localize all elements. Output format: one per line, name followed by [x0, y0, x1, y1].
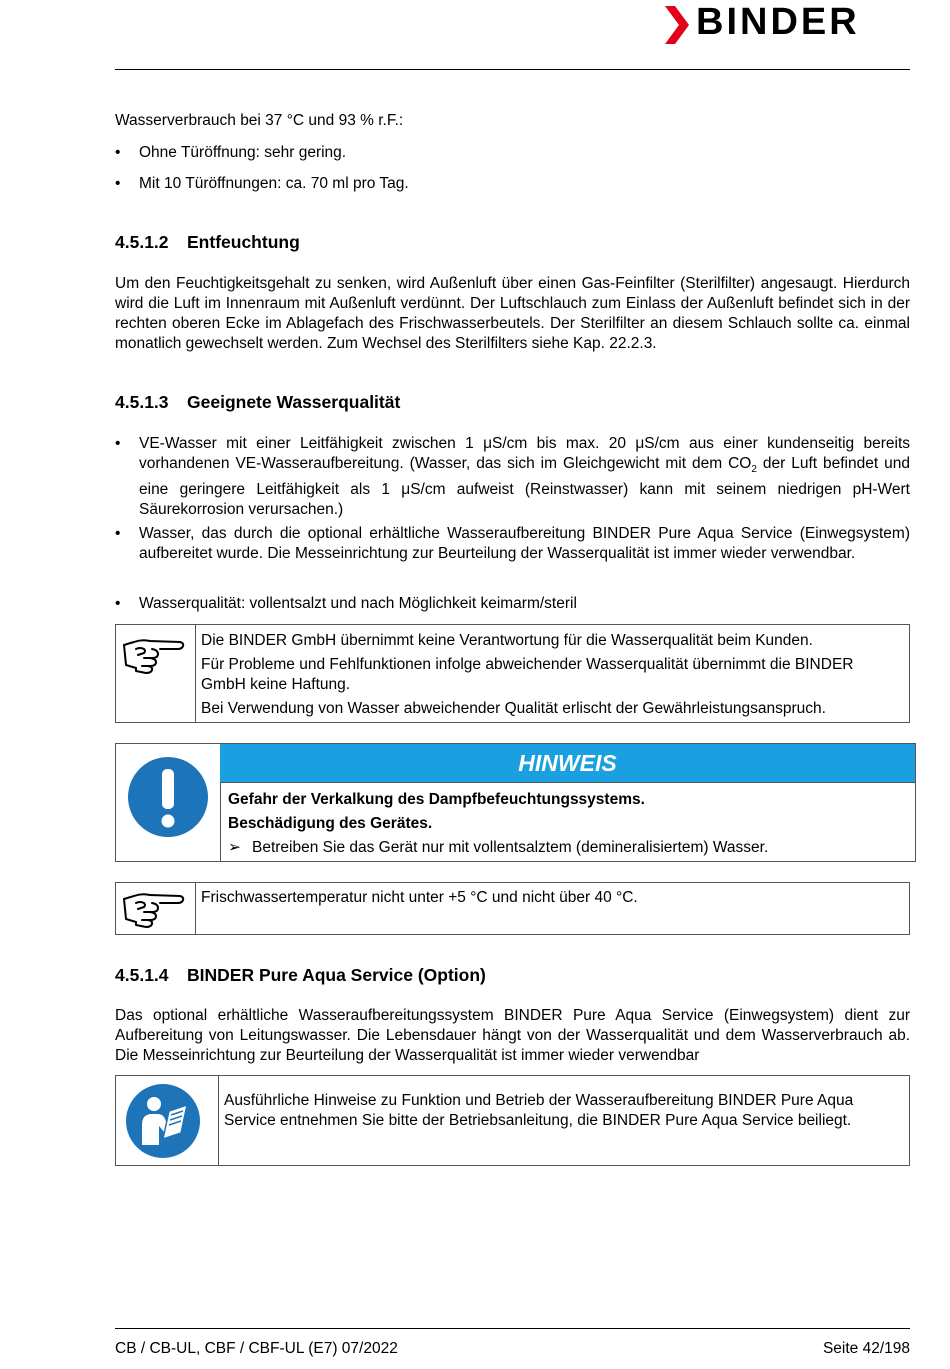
section-number: 4.5.1.3	[115, 392, 169, 412]
note-box	[115, 624, 910, 723]
section-heading	[115, 232, 300, 253]
intro-line: Wasserverbrauch bei 37 °C und 93 % r.F.:	[115, 112, 404, 129]
list-item	[115, 434, 910, 520]
notice-box	[115, 743, 916, 862]
footer-rule	[115, 1328, 910, 1329]
section-title: BINDER Pure Aqua Service (Option)	[187, 965, 486, 985]
section-heading	[115, 965, 486, 986]
note-text-cell	[195, 625, 909, 722]
notice-action	[228, 838, 907, 858]
footer-document-id: CB / CB-UL, CBF / CBF-UL (E7) 07/2022	[115, 1340, 398, 1357]
list-item	[115, 143, 910, 163]
section-number: 4.5.1.2	[115, 232, 169, 252]
notice-title: HINWEIS	[518, 750, 617, 776]
note-box	[115, 882, 910, 935]
note-text-cell	[195, 883, 909, 934]
logo-text: BINDER	[696, 1, 860, 43]
read-manual-icon	[125, 1083, 201, 1159]
bullet-dot: •	[115, 525, 121, 542]
list-item	[115, 524, 910, 564]
manual-text-cell	[218, 1076, 909, 1165]
subscript: 2	[751, 464, 757, 476]
section-body: Das optional erhältliche Wasseraufbereitungssystem BINDER Pure Aqua Service (Einwegsystem) dient zur Aufbereitung von Leitungswasser. Die Lebensdauer hängt von der Wasserqualität und dem Wasserverbrauch ab. Die Messeinrichtung zur Beurteilung der Wasserqualität ist immer wieder verwendbar	[115, 1007, 910, 1064]
pointing-hand-icon	[122, 889, 186, 929]
note-icon-cell	[116, 883, 196, 934]
notice-action-text: Betreiben Sie das Gerät nur mit vollentsalztem (demineralisiertem) Wasser.	[252, 839, 769, 856]
pointing-hand-icon	[122, 635, 186, 675]
note-paragraph: Für Probleme und Fehlfunktionen infolge abweichender Wasserqualität übernimmt die BINDER GmbH keine Haftung.	[201, 656, 854, 693]
note-icon-cell	[116, 625, 196, 722]
note-paragraph: Bei Verwendung von Wasser abweichender Qualität erlischt der Gewährleistungsanspruch.	[201, 700, 826, 717]
section-number: 4.5.1.4	[115, 965, 169, 985]
action-marker: ➢	[228, 839, 241, 856]
notice-hazard: Gefahr der Verkalkung des Dampfbefeuchtungssystems.	[228, 791, 645, 808]
list-item-text-part: der Luft befindet und eine geringere Leitfähigkeit als 1 μS/cm aufweist (Reinstwasser) kann mit seinem niedrigen pH-Wert Säurekorrosion verursachen.)	[139, 455, 910, 519]
binder-logo-icon	[665, 6, 691, 44]
list-item-text: Wasser, das durch die optional erhältliche Wasseraufbereitung BINDER Pure Aqua Service (Einwegsystem) aufbereitet wurde. Die Messeinrichtung zur Beurteilung der Wasserqualität ist immer wieder verwendbar.	[139, 525, 910, 562]
list-item-text-part: VE-Wasser mit einer Leitfähigkeit zwischen 1 μS/cm bis max. 20 μS/cm aus einer kundenseitig bereits vorhandenen VE-Wasseraufbereitung. (Wasser, das sich im Gleichgewicht mit dem CO	[139, 435, 910, 472]
notice-consequence: Beschädigung des Gerätes.	[228, 815, 433, 832]
section-title: Entfeuchtung	[187, 232, 300, 252]
note-paragraph: Frischwassertemperatur nicht unter +5 °C und nicht über 40 °C.	[201, 889, 638, 906]
manual-text: Ausführliche Hinweise zu Funktion und Betrieb der Wasseraufbereitung BINDER Pure Aqua Service entnehmen Sie bitte der Betriebsanleitung, die BINDER Pure Aqua Service beiliegt.	[224, 1092, 854, 1129]
notice-text-cell	[220, 744, 915, 861]
section-title: Geeignete Wasserqualität	[187, 392, 401, 412]
bullet-dot: •	[115, 144, 121, 161]
bullet-dot: •	[115, 175, 121, 192]
page-header	[660, 2, 912, 46]
list-item-text	[139, 434, 910, 520]
bullet-dot: •	[115, 595, 121, 612]
notice-icon-cell	[116, 744, 221, 861]
list-item-text: Ohne Türöffnung: sehr gering.	[139, 144, 347, 161]
list-item	[115, 594, 910, 614]
manual-icon-cell	[116, 1076, 219, 1165]
list-item-text: Mit 10 Türöffnungen: ca. 70 ml pro Tag.	[139, 175, 409, 192]
note-paragraph: Die BINDER GmbH übernimmt keine Verantwortung für die Wasserqualität beim Kunden.	[201, 632, 813, 649]
list-item	[115, 174, 910, 194]
section-body: Um den Feuchtigkeitsgehalt zu senken, wird Außenluft über einen Gas-Feinfilter (Sterilfilter) angesaugt. Hierdurch wird die Luft im Innenraum mit Außenluft verdünnt. Der Luftschlauch zum Einlass der Außenluft befindet sich in der rechten oberen Ecke im Ablagefach des Frischwasserbeutels. Der Sterilfilter an diesem Schlauch sollte ca. einmal monatlich gewechselt werden. Zum Wechsel des Sterilfilters siehe Kap. 22.2.3.	[115, 275, 910, 352]
exclamation-icon	[124, 753, 212, 841]
header-rule	[115, 69, 910, 70]
footer-page-number: Seite 42/198	[822, 1340, 910, 1357]
manual-box	[115, 1075, 910, 1166]
notice-title-bar	[220, 744, 915, 783]
list-item-text: Wasserqualität: vollentsalzt und nach Möglichkeit keimarm/steril	[139, 595, 577, 612]
bullet-dot: •	[115, 435, 121, 452]
section-heading	[115, 392, 400, 413]
